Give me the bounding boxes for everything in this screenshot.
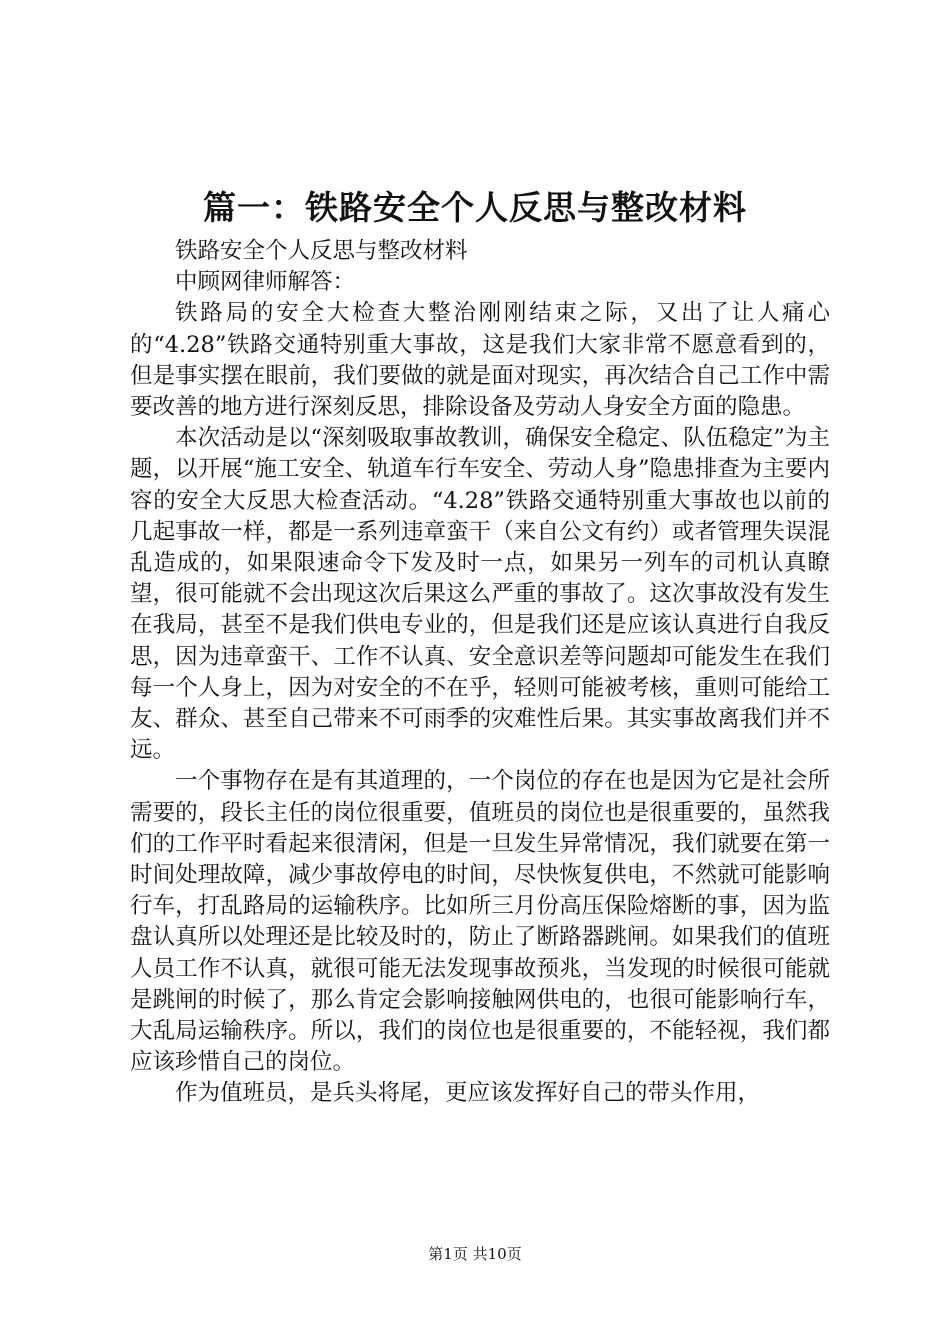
body-paragraph: 铁路局的安全大检查大整治刚刚结束之际，又出了让人痛心的“4.28”铁路交通特别重大事故，这是我们大家非常不愿意看到的，但是事实摆在眼前，我们要做的就是面对现实，再次结合自己工作中需要改善的地方进行深刻反思，排除设备及劳动人身安全方面的隐患。 bbox=[130, 300, 830, 421]
body-paragraph: 作为值班员，是兵头将尾，更应该发挥好自己的带头作用， bbox=[175, 1080, 761, 1107]
body-paragraph: 铁路安全个人反思与整改材料 bbox=[175, 238, 468, 264]
body-paragraph: 中顾网律师解答： bbox=[175, 269, 356, 296]
page-footer: 第1页 共10页 bbox=[428, 1245, 522, 1263]
document-title: 篇一：铁路安全个人反思与整改材料 bbox=[203, 188, 747, 227]
body-paragraph: 本次活动是以“深刻吸取事故教训，确保安全稳定、队伍稳定”为主题，以开展“施工安全、轨道车行车安全、劳动人身”隐患排查为主要内容的安全大反思大检查活动。“4.28”铁路交通特别重大事故也以前的几起事故一样，都是一系列违章蛮干（来自公文有约）或者管理失误混乱造成的，如果限速命令下发及时一点，如果另一列车的司机认真瞭望，很可能就不会出现这次后果这么严重的事故了。这次事故没有发生在我局，甚至不是我们供电专业的，但是我们还是应该认真进行自我反思，因为违章蛮干、工作不认真、安全意识差等问题却可能发生在我们每一个人身上，因为对安全的不在乎，轻则可能被考核，重则可能给工友、群众、甚至自己带来不可雨季的灾难性后果。其实事故离我们并不远。 bbox=[130, 425, 830, 764]
document-body bbox=[130, 236, 830, 1110]
body-paragraph: 一个事物存在是有其道理的，一个岗位的存在也是因为它是社会所需要的，段长主任的岗位很重要，值班员的岗位也是很重要的，虽然我们的工作平时看起来很清闲，但是一旦发生异常情况，我们就要在第一时间处理故障，减少事故停电的时间，尽快恢复供电，不然就可能影响行车，打乱路局的运输秩序。比如所三月份高压保险熔断的事，因为监盘认真所以处理还是比较及时的，防止了断路器跳闸。如果我们的值班人员工作不认真，就很可能无法发现事故预兆，当发现的时候很可能就是跳闸的时候了，那么肯定会影响接触网供电的，也很可能影响行车，大乱局运输秩序。所以，我们的岗位也是很重要的，不能轻视，我们都应该珍惜自己的岗位。 bbox=[130, 768, 830, 1076]
